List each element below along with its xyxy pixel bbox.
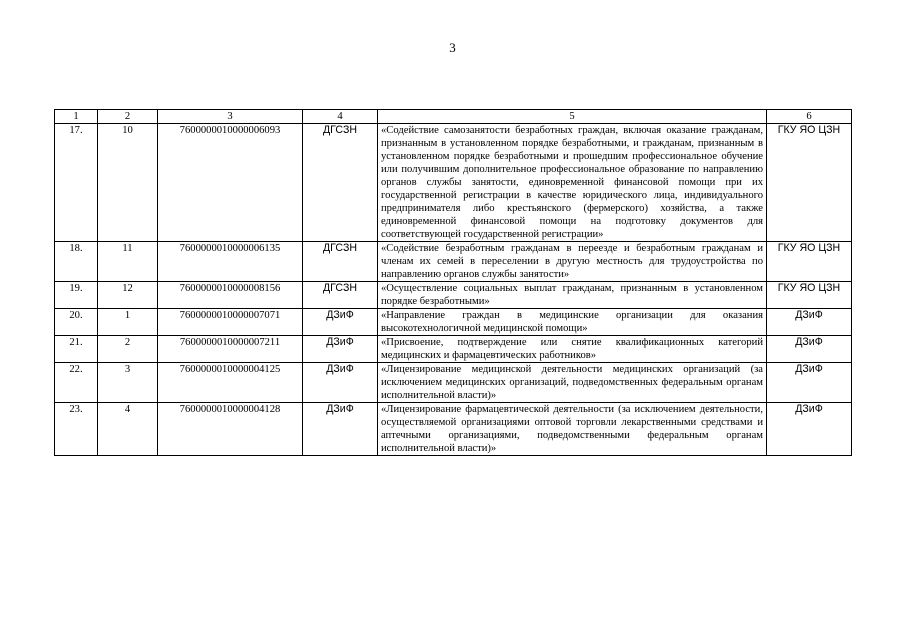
department: ДЗиФ [303,309,378,336]
table-row [55,242,852,282]
row-sub-number: 10 [98,124,158,242]
service-name: «Присвоение, подтверждение или снятие квалификационных категорий медицинских и фармацевтических работников» [378,336,767,363]
service-code: 7600000010000006093 [158,124,303,242]
column-header: 5 [378,110,767,124]
service-code: 7600000010000008156 [158,282,303,309]
row-number: 22. [55,363,98,403]
table-row [55,309,852,336]
row-sub-number: 11 [98,242,158,282]
department: ДЗиФ [303,363,378,403]
service-code: 7600000010000007211 [158,336,303,363]
row-sub-number: 4 [98,403,158,456]
column-header: 1 [55,110,98,124]
table-header-row [55,110,852,124]
service-name: «Направление граждан в медицинские организации для оказания высокотехнологичной медицинской помощи» [378,309,767,336]
responsible-body: ГКУ ЯО ЦЗН [767,124,852,242]
row-sub-number: 2 [98,336,158,363]
service-name: «Осуществление социальных выплат гражданам, признанным в установленном порядке безработными» [378,282,767,309]
row-number: 18. [55,242,98,282]
department: ДГСЗН [303,124,378,242]
column-header: 6 [767,110,852,124]
row-sub-number: 3 [98,363,158,403]
row-number: 21. [55,336,98,363]
department: ДГСЗН [303,282,378,309]
responsible-body: ДЗиФ [767,403,852,456]
page-number: 3 [449,40,456,55]
row-number: 19. [55,282,98,309]
department: ДГСЗН [303,242,378,282]
service-name: «Лицензирование фармацевтической деятельности (за исключением деятельности, осуществляемой организациями оптовой торговли лекарственными средствами и аптечными организациями, подведомственными федеральным органам исполнительной власти)» [378,403,767,456]
column-header: 4 [303,110,378,124]
row-number: 23. [55,403,98,456]
row-number: 17. [55,124,98,242]
department: ДЗиФ [303,336,378,363]
responsible-body: ДЗиФ [767,363,852,403]
table-row [55,124,852,242]
table-row [55,363,852,403]
column-header: 3 [158,110,303,124]
responsible-body: ГКУ ЯО ЦЗН [767,242,852,282]
service-name: «Содействие самозанятости безработных граждан, включая оказание гражданам, признанным в установленном порядке безработными, и гражданам, признанным в установленном порядке безработными и прошедшим профессиональное обучение или получившим дополнительное профессиональное образование по направлению органов службы занятости, единовременной финансовой помощи при их государственной регистрации в качестве юридического лица, индивидуального предпринимателя либо крестьянского (фермерского) хозяйства, а также единовременной финансовой помощи на подготовку документов для соответствующей государственной регистрации» [378,124,767,242]
service-name: «Лицензирование медицинской деятельности медицинских организаций (за исключением медицинских организаций, подведомственных федеральным органам исполнительной власти)» [378,363,767,403]
row-sub-number: 1 [98,309,158,336]
row-sub-number: 12 [98,282,158,309]
table-row [55,336,852,363]
service-code: 7600000010000006135 [158,242,303,282]
row-number: 20. [55,309,98,336]
table-row [55,282,852,309]
service-code: 7600000010000007071 [158,309,303,336]
service-code: 7600000010000004128 [158,403,303,456]
service-name: «Содействие безработным гражданам в переезде и безработным гражданам и членам их семей в переселении в другую местность для трудоустройства по направлению органов службы занятости» [378,242,767,282]
services-registry-table [54,109,852,456]
responsible-body: ДЗиФ [767,309,852,336]
responsible-body: ГКУ ЯО ЦЗН [767,282,852,309]
department: ДЗиФ [303,403,378,456]
service-code: 7600000010000004125 [158,363,303,403]
column-header: 2 [98,110,158,124]
responsible-body: ДЗиФ [767,336,852,363]
table-row [55,403,852,456]
